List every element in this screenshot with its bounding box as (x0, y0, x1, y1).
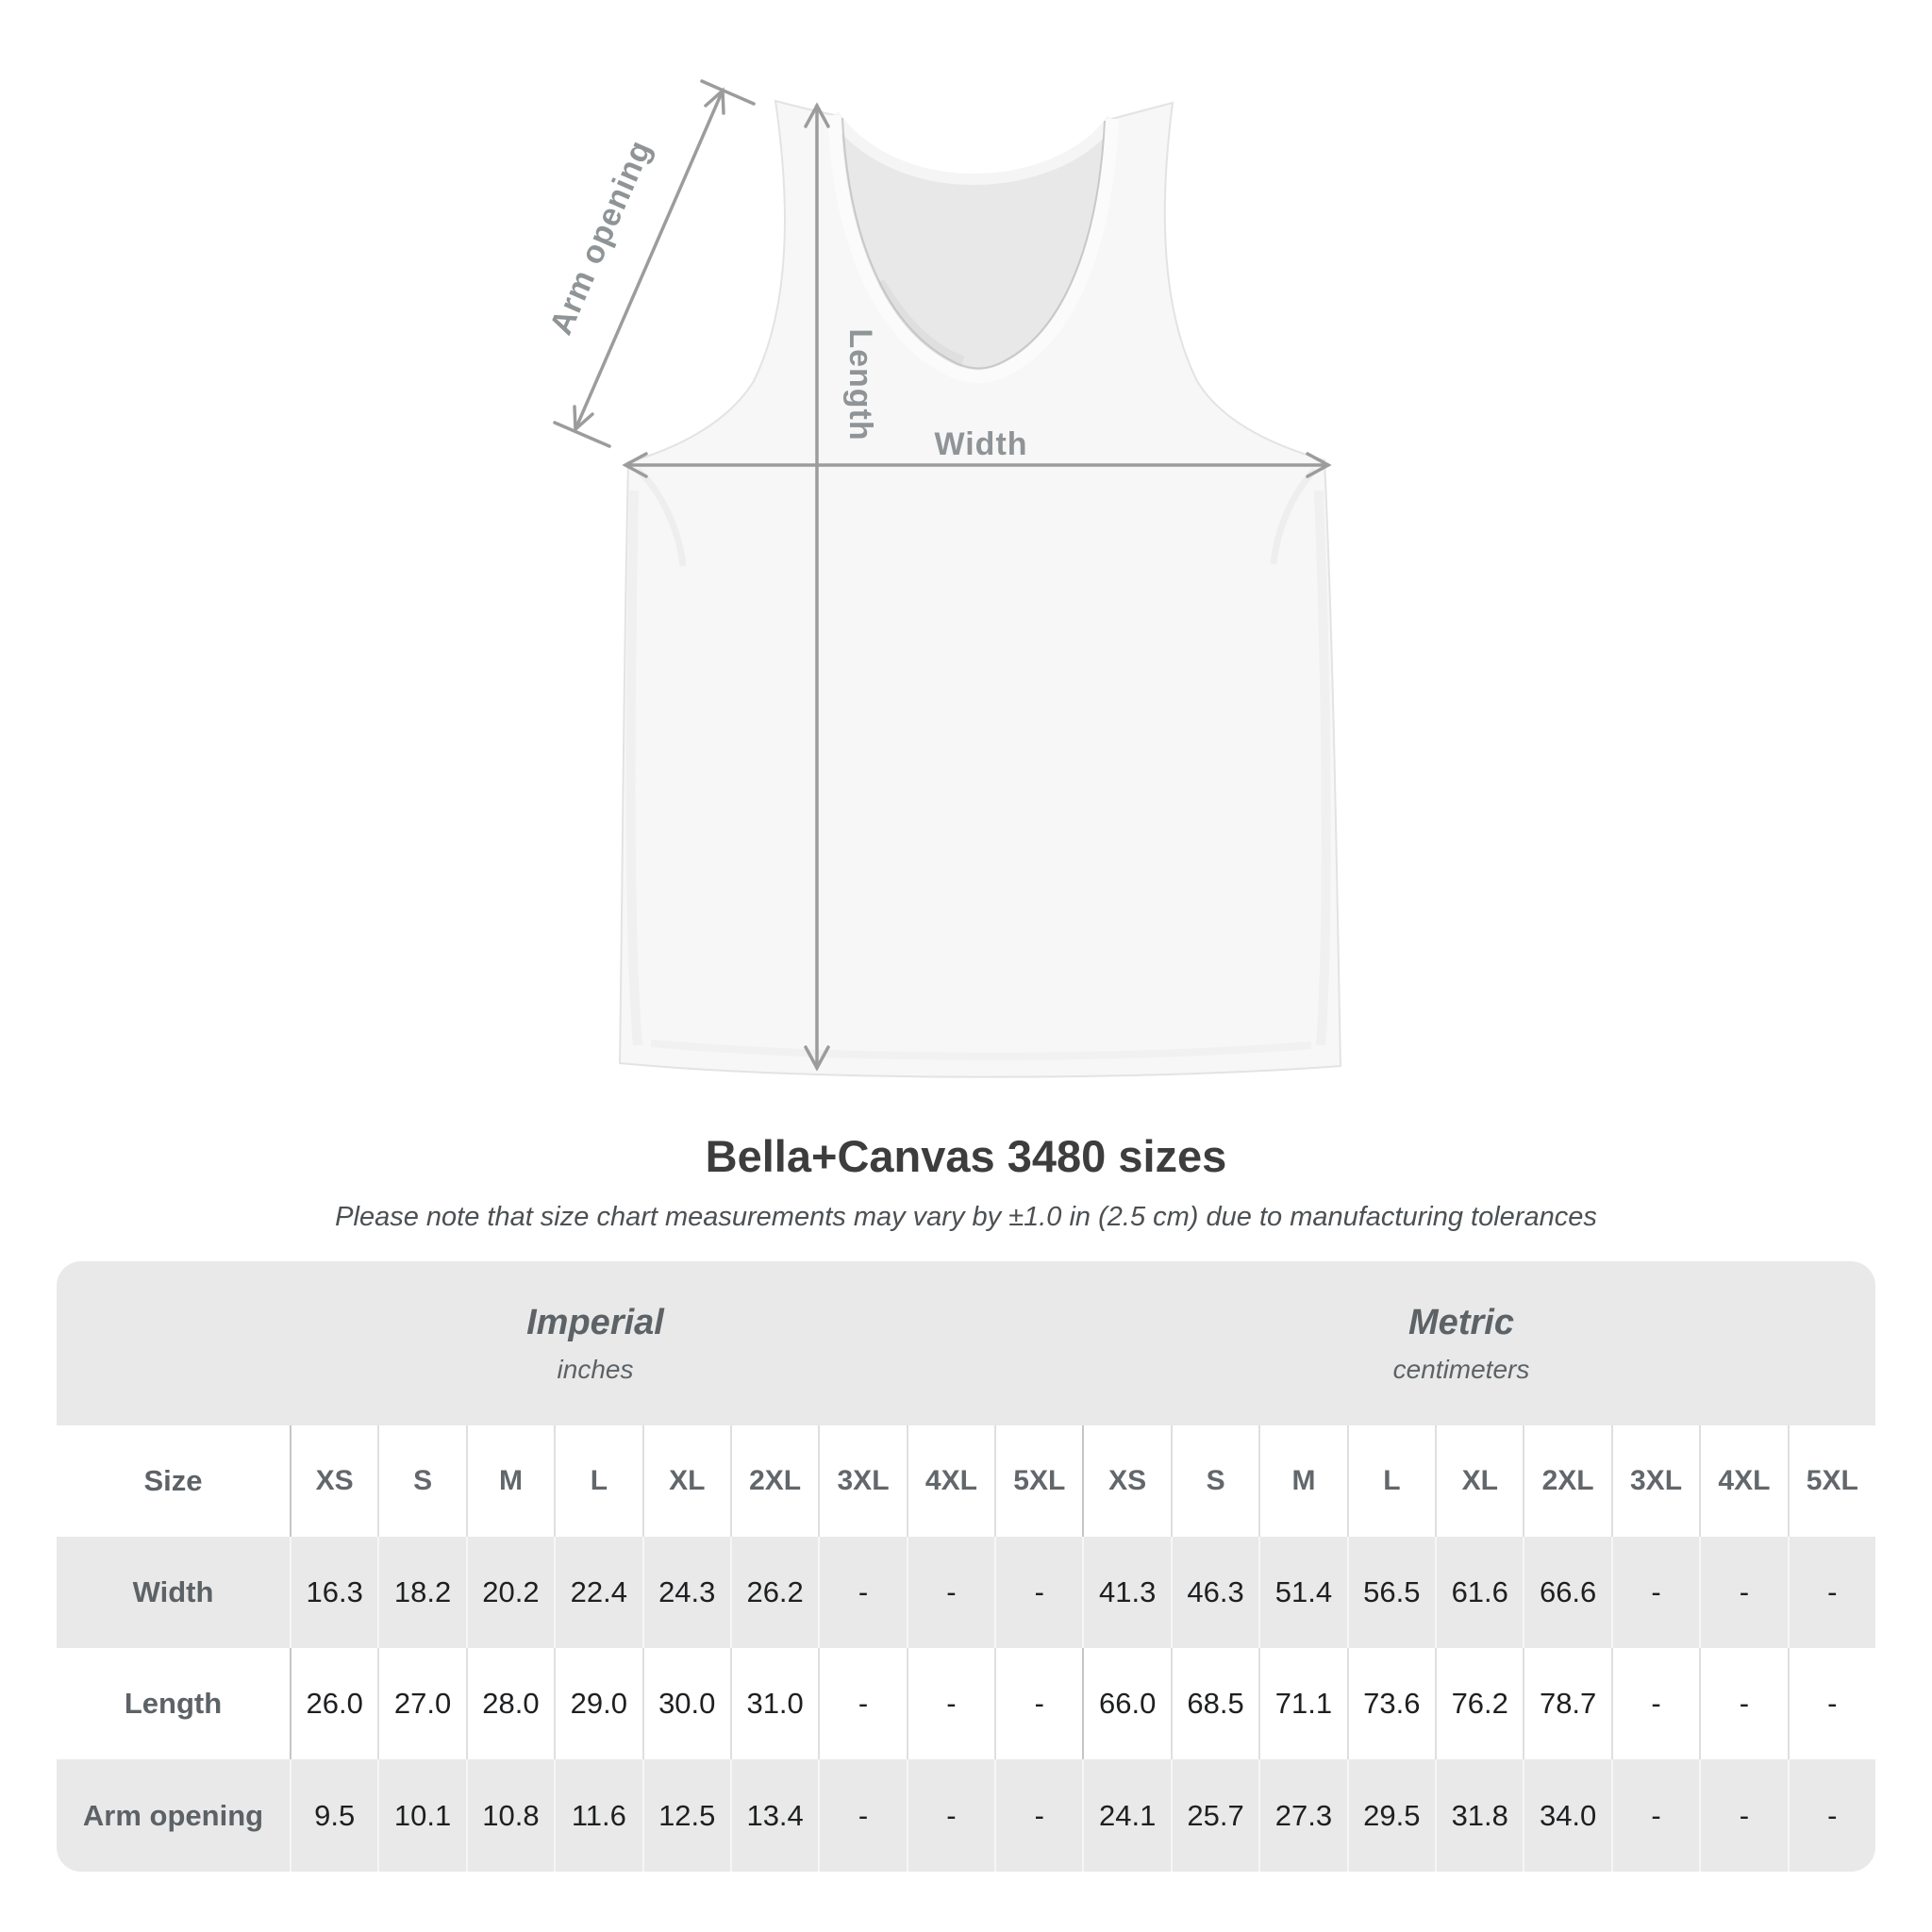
col-header: 4XL (1699, 1425, 1787, 1537)
col-header: 5XL (994, 1425, 1082, 1537)
size-value-cell: 71.1 (1258, 1648, 1346, 1759)
size-value-cell: 13.4 (730, 1759, 818, 1872)
size-value-cell: - (1788, 1759, 1875, 1872)
row-label: Width (132, 1575, 214, 1608)
size-value-cell: 22.4 (554, 1537, 641, 1648)
size-value-cell: 66.6 (1523, 1537, 1610, 1648)
metric-unit-label: centimeters (1392, 1354, 1530, 1384)
size-value-cell: 68.5 (1171, 1648, 1258, 1759)
col-header: L (554, 1425, 641, 1537)
size-value-cell: - (1699, 1537, 1787, 1648)
imperial-group-header (83, 1261, 1108, 1425)
row-label: Arm opening (82, 1798, 264, 1832)
size-value-cell: - (1611, 1759, 1699, 1872)
tank-top-image (620, 101, 1341, 1077)
size-value-cell: 25.7 (1171, 1759, 1258, 1872)
imperial-label: Imperial (526, 1302, 664, 1342)
size-value-cell: - (994, 1759, 1082, 1872)
size-value-cell: 24.1 (1082, 1759, 1170, 1872)
size-value-cell: 76.2 (1435, 1648, 1523, 1759)
size-value-cell: - (907, 1537, 994, 1648)
size-value-cell: 73.6 (1347, 1648, 1435, 1759)
size-value-cell: - (907, 1759, 994, 1872)
width-label: Width (934, 426, 1028, 462)
size-value-cell: 61.6 (1435, 1537, 1523, 1648)
size-value-cell: - (1788, 1537, 1875, 1648)
table-row-length (57, 1648, 1875, 1759)
size-value-cell: 27.3 (1258, 1759, 1346, 1872)
unit-group-header (57, 1261, 1875, 1425)
col-header: 4XL (907, 1425, 994, 1537)
size-col-header: Size (143, 1464, 203, 1497)
size-value-cell: - (1699, 1648, 1787, 1759)
size-value-cell: 16.3 (290, 1537, 377, 1648)
size-value-cell: 51.4 (1258, 1537, 1346, 1648)
size-value-cell: 31.0 (730, 1648, 818, 1759)
size-value-cell: - (818, 1759, 906, 1872)
row-label: Length (124, 1687, 223, 1720)
size-value-cell: 41.3 (1082, 1537, 1170, 1648)
col-header: XS (290, 1425, 377, 1537)
size-value-cell: - (994, 1537, 1082, 1648)
col-header: 2XL (1523, 1425, 1610, 1537)
table-row-width (57, 1537, 1875, 1648)
page-title: Bella+Canvas 3480 sizes (705, 1131, 1227, 1181)
imperial-unit-label: inches (557, 1354, 634, 1384)
size-value-cell: 34.0 (1523, 1759, 1610, 1872)
size-value-cell: - (994, 1648, 1082, 1759)
col-header: 2XL (730, 1425, 818, 1537)
col-header: S (377, 1425, 465, 1537)
size-value-cell: 30.0 (642, 1648, 730, 1759)
size-value-cell: 29.0 (554, 1648, 641, 1759)
col-header: M (1258, 1425, 1346, 1537)
size-value-cell: 20.2 (466, 1537, 554, 1648)
size-chart-table (57, 1261, 1875, 1872)
size-value-cell: - (1611, 1537, 1699, 1648)
size-value-cell: 26.2 (730, 1537, 818, 1648)
size-value-cell: - (818, 1537, 906, 1648)
col-header: XS (1082, 1425, 1170, 1537)
length-label: Length (842, 328, 878, 441)
size-value-cell: - (1699, 1759, 1787, 1872)
size-value-cell: 78.7 (1523, 1648, 1610, 1759)
size-value-cell: 56.5 (1347, 1537, 1435, 1648)
size-value-cell: 46.3 (1171, 1537, 1258, 1648)
arm-opening-label: Arm opening (542, 134, 659, 341)
metric-group-header (1064, 1261, 1858, 1425)
size-value-cell: 9.5 (290, 1759, 377, 1872)
size-value-cell: - (907, 1648, 994, 1759)
size-value-cell: - (1611, 1648, 1699, 1759)
metric-label: Metric (1408, 1302, 1514, 1342)
size-value-cell: 18.2 (377, 1537, 465, 1648)
size-value-cell: 29.5 (1347, 1759, 1435, 1872)
col-header: L (1347, 1425, 1435, 1537)
tolerance-note: Please note that size chart measurements may vary by ±1.0 in (2.5 cm) due to manufacturing tolerances (335, 1202, 1597, 1232)
size-value-cell: - (1788, 1648, 1875, 1759)
size-value-cell: 10.1 (377, 1759, 465, 1872)
size-value-cell: 26.0 (290, 1648, 377, 1759)
col-header: 3XL (818, 1425, 906, 1537)
size-value-cell: 24.3 (642, 1537, 730, 1648)
table-row-arm-opening (57, 1759, 1875, 1872)
col-header: XL (642, 1425, 730, 1537)
size-value-cell: - (818, 1648, 906, 1759)
size-value-cell: 11.6 (554, 1759, 641, 1872)
size-value-cell: 10.8 (466, 1759, 554, 1872)
col-header: 5XL (1788, 1425, 1875, 1537)
size-value-cell: 12.5 (642, 1759, 730, 1872)
size-value-cell: 66.0 (1082, 1648, 1170, 1759)
size-value-cell: 28.0 (466, 1648, 554, 1759)
col-header: 3XL (1611, 1425, 1699, 1537)
col-header: M (466, 1425, 554, 1537)
size-value-cell: 31.8 (1435, 1759, 1523, 1872)
size-header-row (57, 1425, 1875, 1537)
col-header: S (1171, 1425, 1258, 1537)
size-value-cell: 27.0 (377, 1648, 465, 1759)
col-header: XL (1435, 1425, 1523, 1537)
